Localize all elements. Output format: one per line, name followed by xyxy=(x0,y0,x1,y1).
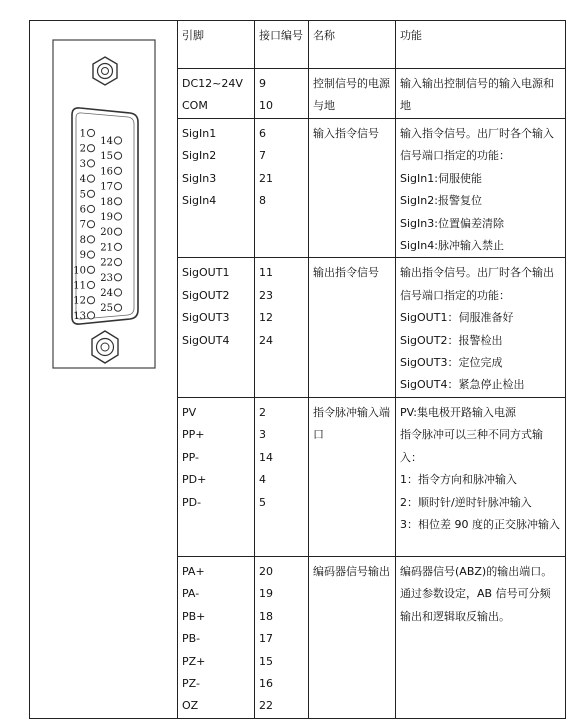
pin-hole-icon xyxy=(87,145,94,152)
pin-hole-icon xyxy=(87,297,94,304)
pin-hole-icon xyxy=(114,152,121,159)
function-cell: PV:集电极开路输入电源 指令脉冲可以三种不同方式输入： 1：指令方向和脉冲输入 2：顺时针/逆时针脉冲输入 3：相位差 90 度的正交脉冲输入 xyxy=(396,397,566,556)
pin-number-label: 3 xyxy=(79,158,86,170)
pins-cell: PA+ PA- PB+ PB- PZ+ PZ- OZ xyxy=(178,556,255,718)
numbers-cell: 9 10 xyxy=(255,69,309,119)
function-cell: 编码器信号(ABZ)的输出端口。通过参数设定，AB 信号可分频输出和逻辑取反输出。 xyxy=(396,556,566,718)
pin-hole-icon xyxy=(114,228,121,235)
pin-number-label: 23 xyxy=(99,272,113,284)
pin-hole-icon xyxy=(114,183,121,190)
pin-hole-icon xyxy=(87,160,94,167)
pin-hole-icon xyxy=(87,236,94,243)
pin-hole-icon xyxy=(87,175,94,182)
pins-cell: SigOUT1 SigOUT2 SigOUT3 SigOUT4 xyxy=(178,258,255,397)
pin-number-label: 8 xyxy=(79,234,86,246)
pin-number-label: 14 xyxy=(99,136,113,147)
name-cell: 输出指令信号 xyxy=(309,258,396,397)
pin-number-label: 13 xyxy=(72,310,86,322)
pins-cell: DC12~24V COM xyxy=(178,69,255,119)
pin-number-label: 4 xyxy=(79,174,86,186)
pins-cell: PV PP+ PP- PD+ PD- xyxy=(178,397,255,556)
header-function: 功能 xyxy=(396,21,566,69)
pin-number-label: 1 xyxy=(79,128,86,140)
header-port-number: 接口编号 xyxy=(255,21,309,69)
pin-number-label: 18 xyxy=(99,196,113,208)
pin-hole-icon xyxy=(114,289,121,296)
pin-hole-icon xyxy=(114,304,121,311)
pin-number-label: 15 xyxy=(99,151,113,163)
pin-number-label: 2 xyxy=(79,143,86,155)
pin-hole-icon xyxy=(87,281,94,288)
name-cell: 输入指令信号 xyxy=(309,119,396,258)
pin-number-label: 22 xyxy=(99,257,113,269)
pin-number-label: 20 xyxy=(99,227,113,239)
header-name: 名称 xyxy=(309,21,396,69)
header-pin: 引脚 xyxy=(178,21,255,69)
connector-diagram-cell xyxy=(30,21,178,719)
pin-hole-icon xyxy=(87,129,94,136)
numbers-cell: 2 3 14 4 5 xyxy=(255,397,309,556)
pin-number-label: 16 xyxy=(99,166,113,178)
numbers-cell: 11 23 12 24 xyxy=(255,258,309,397)
pin-number-label: 6 xyxy=(79,204,86,216)
pin-hole-icon xyxy=(87,266,94,273)
table-header-row xyxy=(30,21,566,69)
pin-number-label: 7 xyxy=(79,219,86,231)
pin-number-label: 5 xyxy=(79,189,86,201)
db25-connector-diagram xyxy=(52,39,156,369)
top-screw-icon xyxy=(93,57,117,85)
pins-cell: SigIn1 SigIn2 SigIn3 SigIn4 xyxy=(178,119,255,258)
name-cell: 控制信号的电源与地 xyxy=(309,69,396,119)
pin-hole-icon xyxy=(114,243,121,250)
pin-hole-icon xyxy=(87,312,94,319)
pin-hole-icon xyxy=(114,198,121,205)
pin-number-label: 21 xyxy=(99,242,113,254)
pin-hole-icon xyxy=(87,205,94,212)
function-cell: 输入输出控制信号的输入电源和地 xyxy=(396,69,566,119)
pin-number-label: 11 xyxy=(72,280,86,292)
pin-hole-icon xyxy=(87,190,94,197)
pin-number-label: 19 xyxy=(99,212,113,223)
pin-hole-icon xyxy=(87,251,94,258)
pin-hole-icon xyxy=(87,221,94,228)
pin-number-label: 12 xyxy=(72,295,86,307)
pin-number-label: 24 xyxy=(99,288,113,299)
bottom-screw-icon xyxy=(92,331,118,363)
pin-hole-icon xyxy=(114,137,121,144)
pin-number-label: 10 xyxy=(72,265,86,277)
pin-hole-icon xyxy=(114,213,121,220)
pin-hole-icon xyxy=(114,167,121,174)
numbers-cell: 20 19 18 17 15 16 22 xyxy=(255,556,309,718)
function-cell: 输出指令信号。出厂时各个输出信号端口指定的功能： SigOUT1：伺服准备好 SigOUT2：报警检出 SigOUT3：定位完成 SigOUT4：紧急停止检出 xyxy=(396,258,566,397)
pin-hole-icon xyxy=(114,274,121,281)
pin-definition-table xyxy=(29,20,566,719)
pin-hole-icon xyxy=(114,259,121,266)
pin-number-label: 17 xyxy=(99,181,113,193)
pin-number-label: 25 xyxy=(99,303,113,315)
name-cell: 编码器信号输出 xyxy=(309,556,396,718)
function-cell: 输入指令信号。出厂时各个输入信号端口指定的功能： SigIn1:伺服使能 SigIn2:报警复位 SigIn3:位置偏差清除 SigIn4:脉冲输入禁止 xyxy=(396,119,566,258)
numbers-cell: 6 7 21 8 xyxy=(255,119,309,258)
name-cell: 指令脉冲输入端口 xyxy=(309,397,396,556)
pin-number-label: 9 xyxy=(79,250,86,262)
